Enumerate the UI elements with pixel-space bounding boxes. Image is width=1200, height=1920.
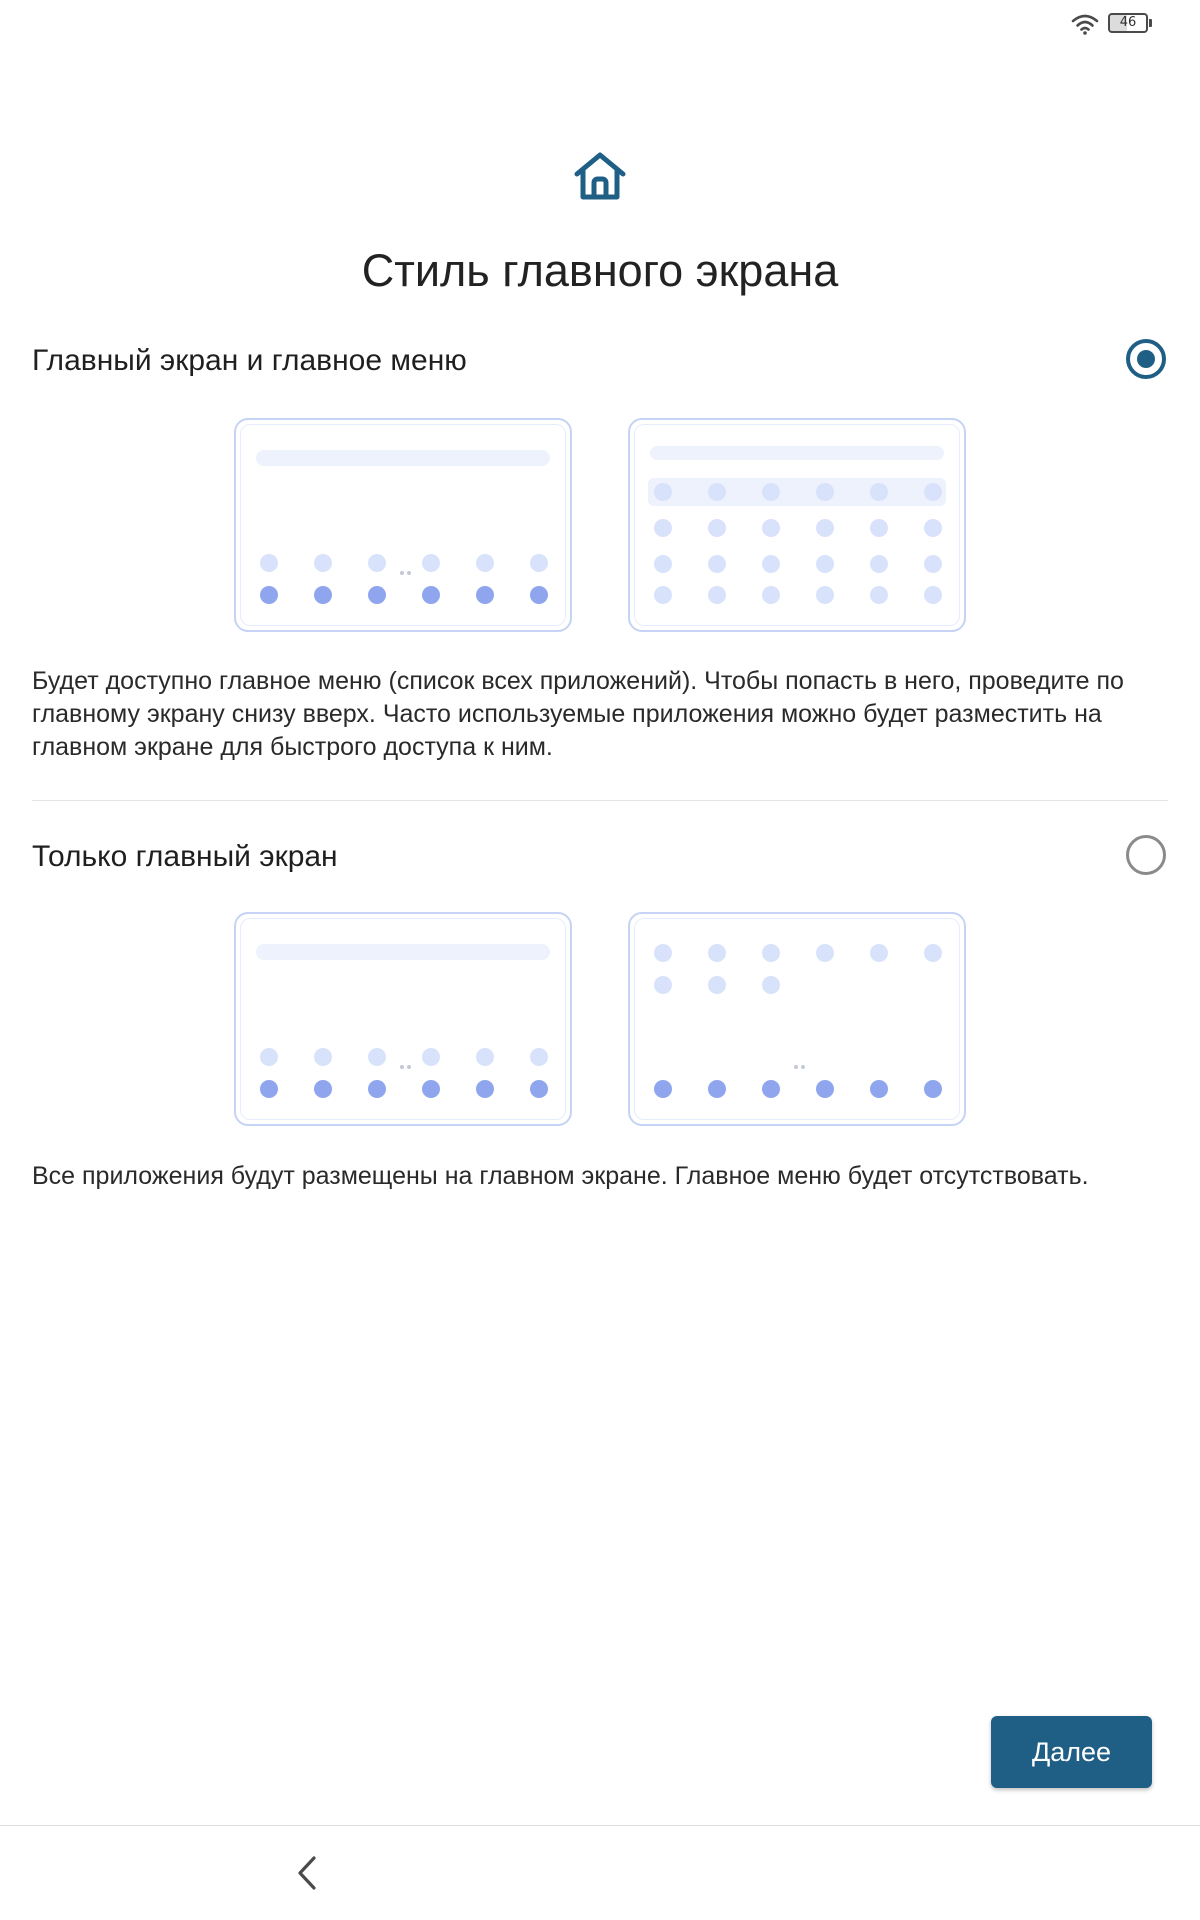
option-description: Будет доступно главное меню (список всех приложений). Чтобы попасть в него, проведите по главному экрану снизу вверх. Часто используемые приложения можно будет разместить на главном экране для быстрого доступа к ним. — [32, 667, 1124, 761]
wifi-icon — [1071, 13, 1099, 35]
dock-dot — [314, 586, 332, 604]
app-dot — [708, 483, 726, 501]
app-dot — [708, 586, 726, 604]
app-dot — [708, 519, 726, 537]
dock-dot — [870, 1080, 888, 1098]
preview-all-apps-home-inner — [634, 918, 960, 1120]
preview-home-screen — [234, 912, 572, 1126]
dock-dot — [654, 1080, 672, 1098]
divider — [32, 800, 1168, 801]
radio-home-only[interactable] — [1126, 835, 1166, 875]
option-home-only[interactable] — [32, 840, 1168, 1240]
app-dot — [816, 483, 834, 501]
preview-highlight-row — [648, 478, 946, 506]
preview-home-screen — [234, 418, 572, 632]
app-dot — [870, 519, 888, 537]
dock-dot — [422, 1080, 440, 1098]
option-description: Все приложения будут размещены на главном экране. Главное меню будет отсутствовать. — [32, 1162, 1089, 1190]
dock-dot — [530, 586, 548, 604]
dock-dot — [762, 1080, 780, 1098]
app-dot — [476, 1048, 494, 1066]
app-dot — [654, 976, 672, 994]
app-dot — [654, 555, 672, 573]
status-bar — [0, 0, 1200, 50]
battery-level: 46 — [1119, 15, 1137, 30]
app-dot — [870, 483, 888, 501]
app-dot — [762, 483, 780, 501]
app-dot — [924, 483, 942, 501]
app-dot — [260, 554, 278, 572]
app-dot — [654, 944, 672, 962]
home-icon — [572, 150, 628, 202]
app-dot — [530, 554, 548, 572]
app-dot — [870, 555, 888, 573]
page-indicator — [794, 1065, 806, 1069]
preview-all-apps-home — [628, 912, 966, 1126]
option-label[interactable]: Главный экран и главное меню — [32, 344, 467, 377]
app-dot — [530, 1048, 548, 1066]
app-dot — [816, 586, 834, 604]
app-dot — [314, 554, 332, 572]
preview-home-screen-inner — [240, 424, 566, 626]
app-dot — [314, 1048, 332, 1066]
nav-divider — [0, 1825, 1200, 1826]
app-dot — [476, 554, 494, 572]
app-dot — [924, 555, 942, 573]
dock-dot — [476, 586, 494, 604]
app-dot — [260, 1048, 278, 1066]
app-dot — [816, 519, 834, 537]
preview-search-bar — [650, 446, 944, 460]
dock-dot — [422, 586, 440, 604]
battery-nub — [1149, 19, 1152, 27]
app-dot — [708, 944, 726, 962]
dock-dot — [708, 1080, 726, 1098]
app-dot — [870, 586, 888, 604]
app-dot — [708, 976, 726, 994]
battery-body — [1108, 13, 1148, 33]
page-indicator — [400, 1065, 412, 1069]
dock-dot — [816, 1080, 834, 1098]
app-dot — [762, 586, 780, 604]
dock-dot — [260, 586, 278, 604]
dock-dot — [476, 1080, 494, 1098]
app-dot — [654, 586, 672, 604]
app-dot — [422, 1048, 440, 1066]
option-home-and-menu[interactable] — [32, 344, 1168, 774]
radio-selected-dot — [1137, 350, 1155, 368]
dock-dot — [260, 1080, 278, 1098]
preview-search-bar — [256, 450, 550, 466]
app-dot — [924, 519, 942, 537]
dock-dot — [530, 1080, 548, 1098]
app-dot — [654, 483, 672, 501]
app-dot — [816, 944, 834, 962]
app-dot — [422, 554, 440, 572]
app-dot — [924, 944, 942, 962]
battery-indicator — [1108, 13, 1152, 35]
preview-app-drawer-inner — [634, 424, 960, 626]
page-indicator — [400, 571, 412, 575]
preview-app-drawer — [628, 418, 966, 632]
app-dot — [870, 944, 888, 962]
app-dot — [654, 519, 672, 537]
page-title: Стиль главного экрана — [361, 245, 839, 296]
back-icon[interactable] — [294, 1854, 320, 1892]
app-dot — [924, 586, 942, 604]
app-dot — [762, 944, 780, 962]
radio-home-and-menu[interactable] — [1126, 339, 1166, 379]
preview-home-screen-inner — [240, 918, 566, 1120]
next-button[interactable]: Далее — [991, 1716, 1152, 1788]
app-dot — [762, 555, 780, 573]
dock-dot — [924, 1080, 942, 1098]
app-dot — [762, 976, 780, 994]
dock-dot — [368, 586, 386, 604]
app-dot — [368, 554, 386, 572]
app-dot — [816, 555, 834, 573]
app-dot — [762, 519, 780, 537]
dock-dot — [368, 1080, 386, 1098]
app-dot — [708, 555, 726, 573]
app-dot — [368, 1048, 386, 1066]
option-label[interactable]: Только главный экран — [32, 840, 338, 873]
dock-dot — [314, 1080, 332, 1098]
preview-search-bar — [256, 944, 550, 960]
